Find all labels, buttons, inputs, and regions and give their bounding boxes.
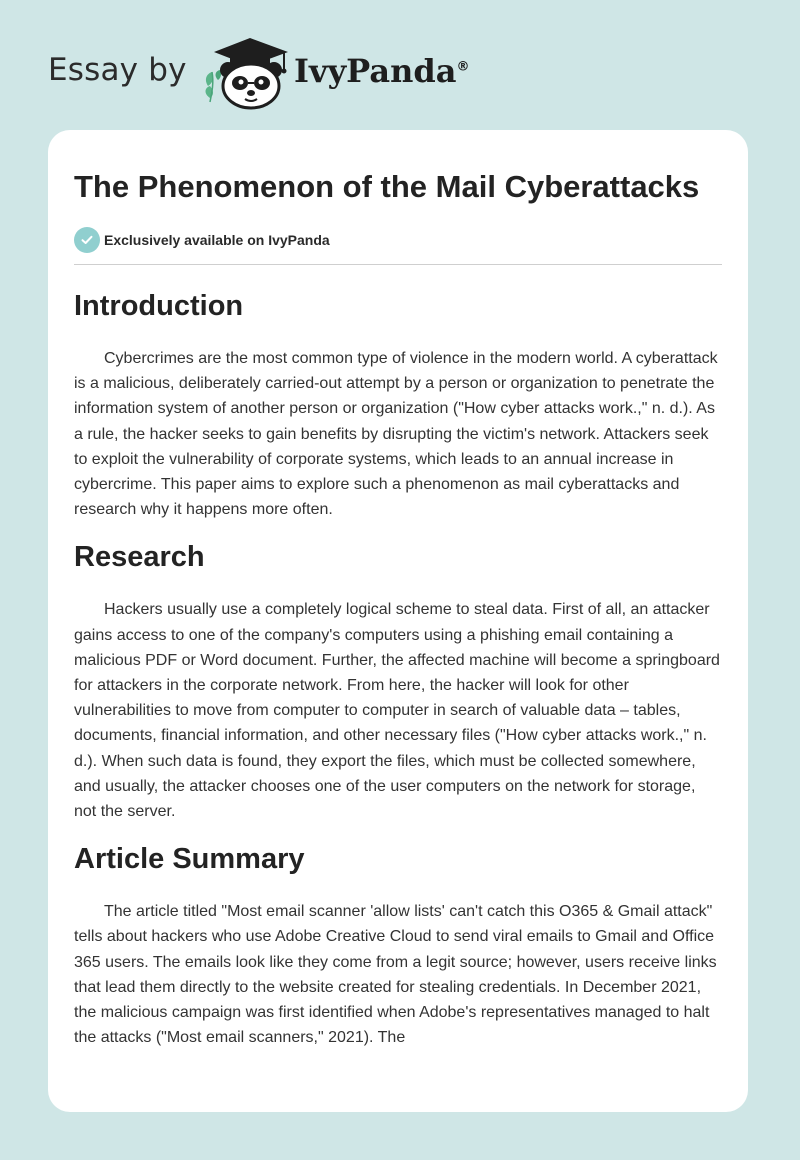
- section-heading-research: Research: [74, 541, 205, 574]
- essay-content: [74, 166, 722, 1050]
- check-circle-icon: [74, 227, 100, 253]
- page-title: The Phenomenon of the Mail Cyberattacks: [74, 169, 700, 204]
- section-heading-introduction: Introduction: [74, 290, 244, 322]
- section-paragraph-research: Hackers usually use a completely logical scheme to steal data. First of all, an attacker gains access to one of the company's computers using a phishing email containing a malicious PDF or Word document. Further, the affected machine will become a springboard for attackers in the corporate network. From here, the hacker will look for other vulnerabilities to move from computer to computer in search of valuable data – tables, documents, financial information, and other necessary files ("How cyber attacks work.," n. d.). When such data is found, they export the files, which must be collected somewhere, and usually, the attacker chooses one of the user computers on the network for storage, not the server.: [74, 601, 720, 821]
- brand-name-text: IvyPanda: [294, 52, 457, 90]
- registered-mark: ®: [456, 59, 470, 75]
- title-divider: [74, 264, 722, 265]
- site-header: [0, 0, 800, 130]
- brand-prefix: Essay by: [48, 52, 187, 88]
- brand-name[interactable]: [294, 52, 469, 90]
- section-paragraph-article-summary: The article titled "Most email scanner 'allow lists' can't catch this O365 & Gmail attack" tells about hackers who use Adobe Creative Cloud to send viral emails to Gmail and Office 365 users. The emails look like they come from a legit source; however, users receive links that lead them directly to the website created for stealing credentials. In December 2021, the malicious campaign was first identified when Adobe's representatives managed to halt the attacks ("Most email scanners," 2021). The: [74, 903, 717, 1047]
- exclusive-label: Exclusively available on IvyPanda: [104, 232, 330, 248]
- exclusive-badge: [74, 227, 722, 253]
- ivypanda-logo-icon[interactable]: [200, 36, 292, 110]
- essay-card: [48, 130, 748, 1112]
- section-paragraph-introduction: Cybercrimes are the most common type of violence in the modern world. A cyberattack is a malicious, deliberately carried-out attempt by a person or organization to penetrate the information system of another person or organization ("How cyber attacks work.," n. d.). As a rule, the hacker seeks to gain benefits by disrupting the victim's network. Attackers seek to exploit the vulnerability of corporate systems, which leads to an annual increase in cybercrime. This paper aims to explore such a phenomenon as mail cyberattacks and research why it happens more often.: [74, 350, 718, 519]
- section-heading-article-summary: Article Summary: [74, 843, 305, 876]
